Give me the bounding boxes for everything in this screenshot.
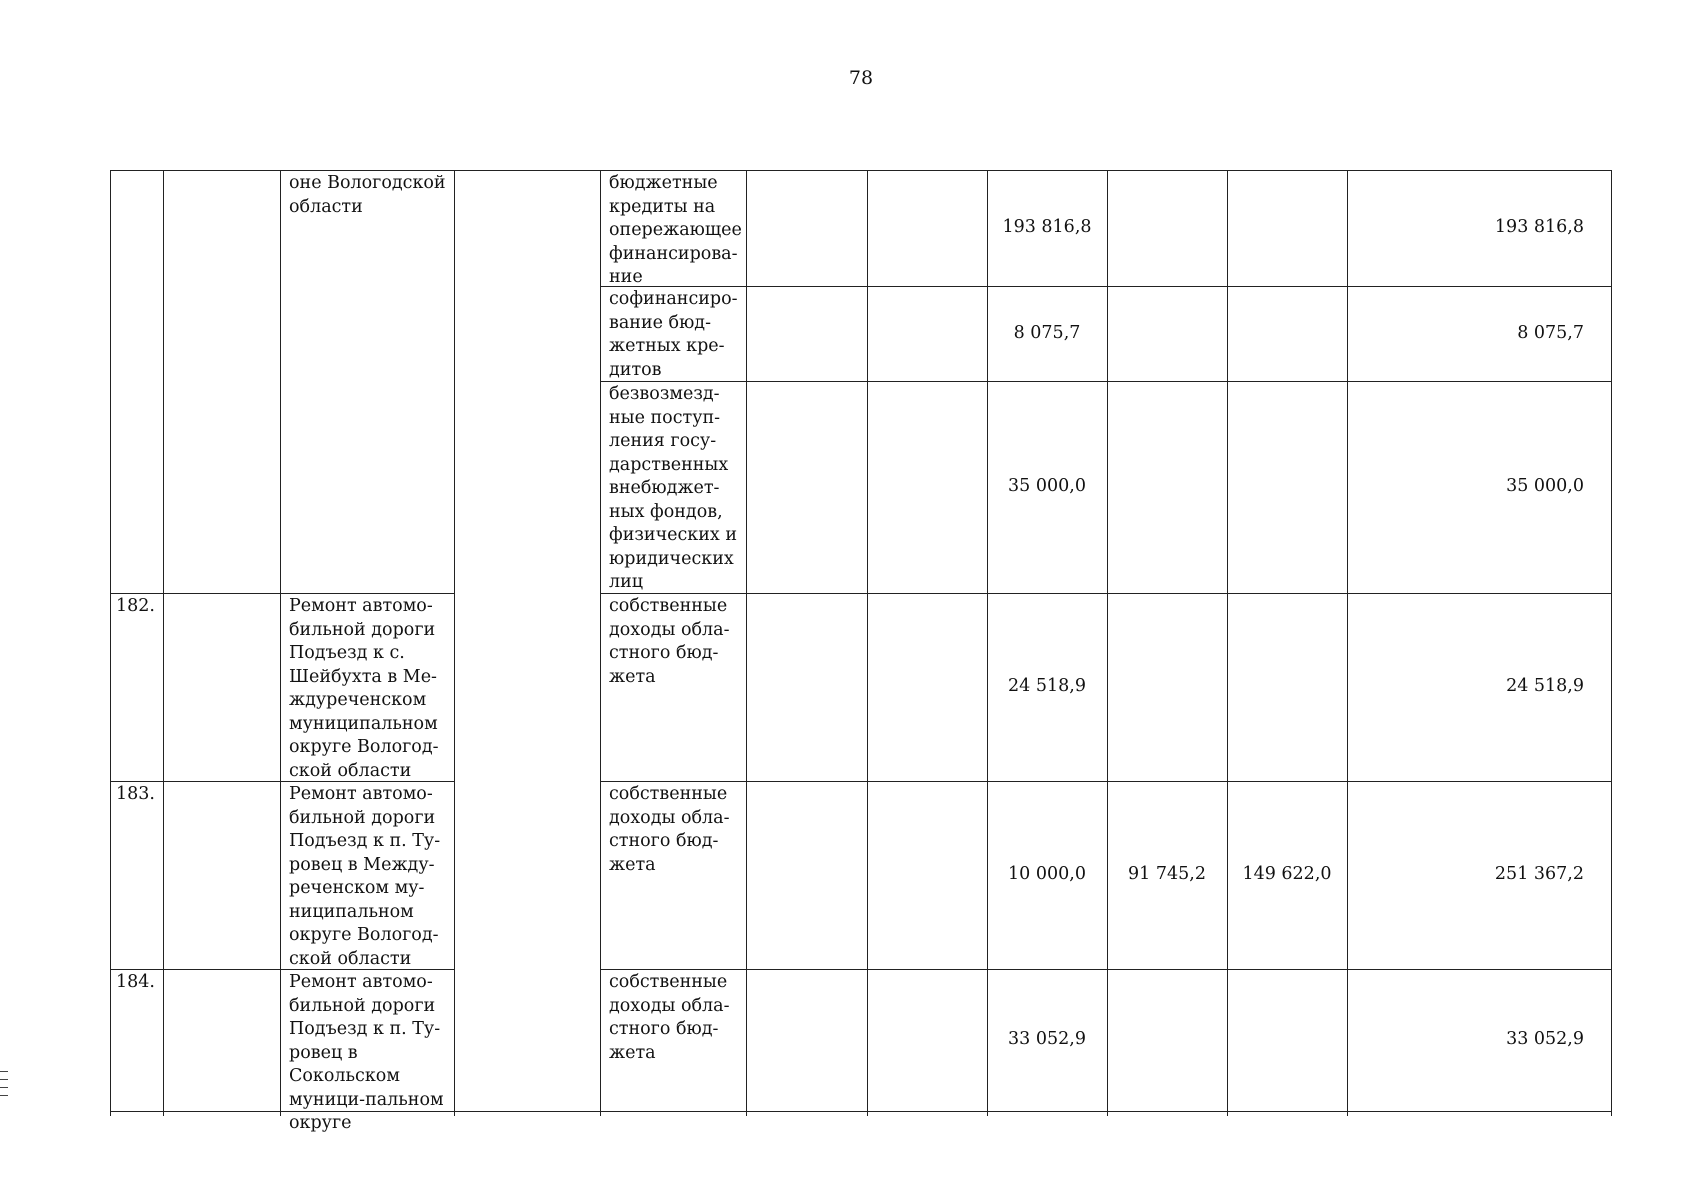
amount-v2024 xyxy=(1107,969,1227,1111)
funding-source: собственные доходы обла-стного бюд-жета xyxy=(609,972,730,1063)
row-number: 184. xyxy=(116,972,155,992)
amount-v2025 xyxy=(1227,969,1347,1111)
object-name: Ремонт автомо-бильной дороги Подъезд к п. Ту-ровец в Между-реченском му-ниципальном округе Вологод-ской области xyxy=(289,784,441,969)
amount-total: 33 052,9 xyxy=(1506,1029,1584,1050)
amount-v2023: 35 000,0 xyxy=(1008,476,1086,497)
amount-v2025 xyxy=(1227,381,1347,593)
table-column-border xyxy=(454,170,455,1116)
amount-v2024: 91 745,2 xyxy=(1128,864,1206,885)
amount-v2023: 193 816,8 xyxy=(1002,217,1092,238)
budget-table xyxy=(110,170,1612,1133)
amount-v2025 xyxy=(1227,286,1347,381)
amount-v2023: 8 075,7 xyxy=(1013,322,1081,343)
object-name: Ремонт автомо-бильной дороги Подъезд к п. Ту-ровец в Сокольском муници-пальном округе xyxy=(289,972,444,1133)
amount-total: 193 816,8 xyxy=(1494,217,1584,238)
amount-total: 24 518,9 xyxy=(1506,676,1584,697)
row-number: 182. xyxy=(116,596,155,616)
funding-source: безвозмезд-ные поступ-ления госу-дарственных внебюджет-ных фондов, физических и юридических лиц xyxy=(609,384,737,592)
table-column-border xyxy=(867,170,868,1116)
margin-ticks xyxy=(0,1071,8,1103)
table-column-border xyxy=(746,170,747,1116)
amount-v2025 xyxy=(1227,170,1347,286)
amount-total: 251 367,2 xyxy=(1494,864,1584,885)
object-name: оне Вологодской области xyxy=(289,173,446,217)
amount-total: 8 075,7 xyxy=(1517,322,1584,343)
object-name: Ремонт автомо-бильной дороги Подъезд к с. Шейбухта в Ме-ждуреченском муниципальном округе Вологод-ской области xyxy=(289,596,439,781)
amount-total: 35 000,0 xyxy=(1506,476,1584,497)
funding-source: собственные доходы обла-стного бюд-жета xyxy=(609,784,730,875)
funding-source: собственные доходы обла-стного бюд-жета xyxy=(609,596,730,687)
amount-v2025: 149 622,0 xyxy=(1242,864,1332,885)
amount-v2024 xyxy=(1107,170,1227,286)
table-column-border xyxy=(163,170,164,1116)
funding-source: бюджетные кредиты на опережающее финансирова-ние xyxy=(609,173,742,287)
funding-source: софинансиро-вание бюд-жетных кре-дитов xyxy=(609,289,738,380)
row-number xyxy=(110,170,163,593)
amount-v2025 xyxy=(1227,593,1347,781)
amount-v2024 xyxy=(1107,593,1227,781)
row-number: 183. xyxy=(116,784,155,804)
amount-v2023: 24 518,9 xyxy=(1008,676,1086,697)
amount-v2024 xyxy=(1107,381,1227,593)
amount-v2023: 10 000,0 xyxy=(1008,864,1086,885)
page-number: 78 xyxy=(848,67,874,89)
amount-v2023: 33 052,9 xyxy=(1008,1029,1086,1050)
amount-v2024 xyxy=(1107,286,1227,381)
